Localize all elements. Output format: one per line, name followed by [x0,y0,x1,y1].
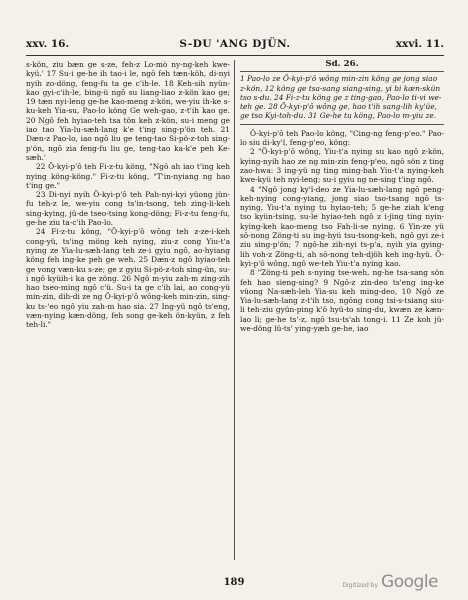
header-left-ref: xxv. 16. [26,38,70,50]
running-header [26,38,444,54]
header-right-ref: xxvi. 11. [395,38,444,50]
paragraph: 24 Fi-z-tu köng, "Ö-kyi-p'ô wông teh z-ze-i-keh cong-yü, ts'ing möng keh nying, ziu-z cong Yiu-t'a nying ze Yia-lu-sæh-lang teh ze-i gyiu ngô, ao-hyiang köng feh ing-ke peh ge weh. 25 Dæn-z ngô hyiao-teh ge vong væn-ku s-ze; ge z gyiu Si-pö-z-toh sing-ün, su-i ngô kyüih-i ka ge zöng. 26 Ngô m-yiu zah-m zing-zih hao tseo-ming ngô c'ü. Su-i ta ge c'ih lai, ao cong-yü min-zin, dih-di ze ng Ö-kyi-p'ô wông-keh min-zin, sing-ku ts-'eo ngô yiu zah-m hao sia. 27 Ing-yü ngô ts'eng, væn-nying kæn-döng, feh song ge-keh ön-kyün, z feh teh-li." [26,227,230,330]
header-title: S-DU 'ANG DJÜN. [179,38,291,50]
paragraph: Ö-kyi-p'ô teh Pao-lo köng, "Cing-ng feng-p'eo." Pao-lo siu di-ky'ï, feng-p'eo, köng: [240,128,444,148]
digitized-watermark [342,572,438,592]
chapter-label: Sd. 26. [240,60,444,72]
chapter-summary: 1 Pao-lo ze Ö-kyi-p'ô wông min-zin köng ge jong siao z-kön, 12 köng ge tsa-sang siang-sing, yi bi kæn-skün tso s-du. 24 Fi-z-tu köng ge z ting-gao, Pao-lo ti-vi we-teh ge. 28 Ö-kyi-p'ô wông ge, hao t'ih sang-lih ky'üe, ge tso Kyi-toh-du. 31 Ge-he tu köng, Pao-lo m-yiu ze. [240,74,444,124]
header-rule [26,55,444,56]
paragraph: 8 "Zöng-ti peh s-nying tse-weh, ng-he tsa-sang sön feh hao sieng-sing? 9 Ngô-z zin-deo ts'eng ing-ke vüong Na-sæh-leh Yia-su keh ming-deo, 10 Ngô ze Yia-lu-sæh-lang z-t'ih tso, ngông cong tsi-s-tsiang siu-li teh-ziu gyün-ping k'ô hyü-to sing-du, kwæn ze kæn-lao li; ge-he ts'-z, ngô tsu-ts'ah tong-i. 11 Ze koh jü-we-döng lü-ts' ying-yæh ge-he, iao [240,268,444,334]
google-logo-text: Google [381,572,438,592]
paragraph: s-kön, ziu bæn ge s-ze, feh-z Lo-mò ny-ng-keh kwe-kyü.' 17 Su-i ge-he ih tao-i le, ngô feh tæn-köh, di-nyi nyih zo-döng, feng-fu ta ge c'ih-le. 18 Keh-sih nyün-kao gyi-c'ih-le, bing-ü ngô su liang-liao z-kön kao ge; 19 tæn nyi-leng ge-he kao-meng z-kön, we-yiu ih-ke s-ku-keh Yia-su, Pao-lo köng Ge weh-gao, z-t'ih kao ge. 20 Ngô feh hyiao-teh tsa tön keh z-kön, su-i meng ge iao tao Yia-lu-sæh-lang k'e t'ing sing-p'ön teh. 21 Dæn-z Pao-lo, iao ngô liu ge teng-tao Si-pö-z-toh sing-p'ön, ngô zia feng-fu liu ge, teng-tao ka-k'e peh Ke-sæh.' [26,60,230,162]
paragraph: 23 Di-nyi nyih Ö-kyi-p'ô teh Pah-nyi-kyi yüong jün-fu teh-z le, we-yiu cong ts'in-tsong, teh zing-li-keh sing-kying, jü-de tseo-tsing kong-döng; Fi-z-tu feng-fu, ge-he ziu ta-c'ih Pao-lo. [26,190,230,228]
page-number: 189 [223,577,245,588]
digitized-by-text: Digitized by [342,582,379,589]
left-column [26,60,230,560]
paragraph: 4 "Ngô jong ky'ï-deo ze Yia-lu-sæh-lang ngô peng-keh-nying cong-yiang, jong siao tso-tsang ngô ts-nying, Yiu-t'a nying tu hyiao-teh; 5 ge-he ziah k'eng tso kyün-tsing, su-le hyiao-teh ngô z i-jing ting nyin-kying-keh kao-meng tso Fah-li-se nying. 6 Yin-ze yü sô-nong Zöng-ti su ing-hyü tsu-tsong-keh, ngô gyi ze-i ziu sing-p'ön; 7 ngô-he zih-nyi ts-p'a, nyih yia gying-lih voh-z Zöng-ti, ah sô-nong teh-djöh keh ing-hyü. Ö-kyi-p'ô wông, ngô we-teh Yiu-t'a nying kao. [240,184,444,268]
text-columns [26,60,444,560]
right-column [240,60,444,560]
paragraph: 22 Ö-kyi-p'ô teh Fi-z-tu köng, "Ngô ah iao t'ing keh nying köng-köng." Fi-z-tu köng, "T'in-nyiang ng hao t'ing ge." [26,162,230,190]
paragraph: 2 "Ö-kyi-p'ô wông, Yiu-t'a nying su kao ngô z-kön, kying-nyih hao ze ng min-zin feng-p'eo, ngô sön z ting zao-hwa: 3 ing-yü ng ting ming-bah Yiu-t'a nying-keh kwe-kyü teh nyi-leng; su-i gyiu ng ne-sing t'ing ngô. [240,147,444,185]
column-divider [234,60,235,560]
